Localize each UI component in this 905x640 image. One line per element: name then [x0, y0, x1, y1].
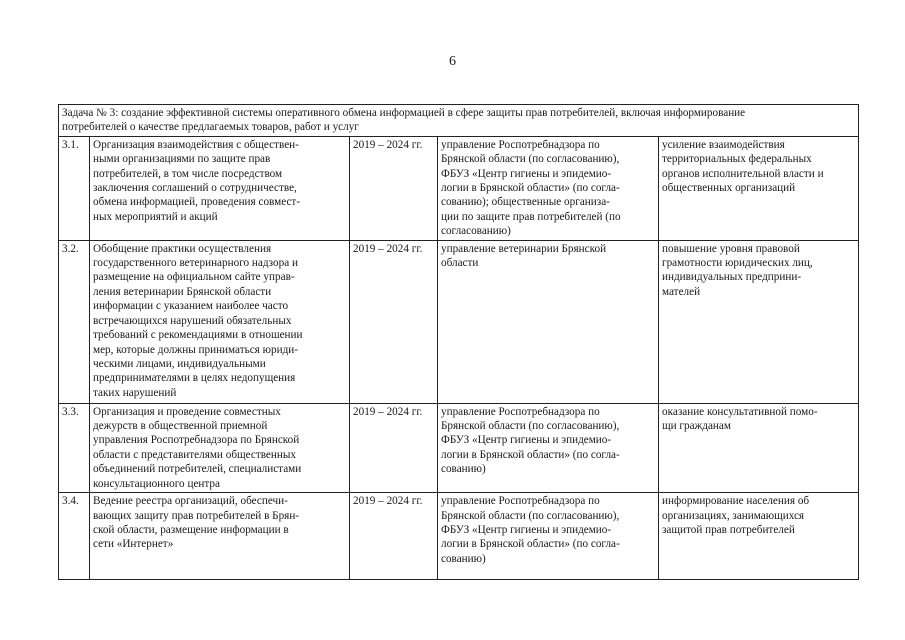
activity-line: Организация взаимодействия с обществен-	[93, 138, 299, 151]
result-line: повышение уровня правовой	[662, 242, 800, 255]
activity-line: сети «Интернет»	[93, 538, 174, 551]
activity-line: предпринимателями в целях недопущения	[93, 372, 296, 385]
result-line: организациях, занимающихся	[662, 509, 805, 522]
measures-table	[58, 104, 859, 580]
row-number: 3.1.	[59, 136, 90, 240]
activity-line: информации с указанием наиболее часто	[93, 300, 289, 313]
result-line: грамотности юридических лиц,	[662, 257, 813, 270]
result-line: информирование населения об	[662, 495, 810, 508]
executor-line: логии в Брянской области» (по согла-	[441, 448, 620, 461]
executor-line: управление Роспотребнадзора по	[441, 495, 600, 508]
activity-line: требований с рекомендациями в отношении	[93, 329, 303, 342]
activity-line: таких нарушений	[93, 386, 177, 399]
activity-cell	[90, 136, 350, 240]
activity-line: объединений потребителей, специалистами	[93, 463, 302, 476]
executor-line: ФБУЗ «Центр гигиены и эпидемио-	[441, 523, 612, 536]
task-title-cell	[59, 105, 859, 137]
activity-line: ных мероприятий и акций	[93, 210, 218, 223]
activity-line: дежурств в общественной приемной	[93, 420, 268, 433]
activity-line: встречающихся нарушений обязательных	[93, 314, 292, 327]
activity-cell	[90, 493, 350, 580]
result-line: оказание консультативной помо-	[662, 405, 818, 418]
result-line: усиление взаимодействия	[662, 138, 785, 151]
activity-line: Обобщение практики осуществления	[93, 242, 272, 255]
executor-line: управление ветеринарии Брянской	[441, 242, 607, 255]
executor-line: ФБУЗ «Центр гигиены и эпидемио-	[441, 434, 612, 447]
activity-line: консультационного центра	[93, 477, 220, 490]
executor-line: Брянской области (по согласованию),	[441, 509, 620, 522]
period-cell: 2019 – 2024 гг.	[350, 403, 438, 492]
result-line: общественных организаций	[662, 182, 796, 195]
period-cell: 2019 – 2024 гг.	[350, 240, 438, 403]
table-row	[59, 493, 859, 580]
activity-line: ческими лицами, индивидуальными	[93, 357, 266, 370]
activity-line: ления ветеринарии Брянской области	[93, 285, 272, 298]
table-row	[59, 240, 859, 403]
activity-line: размещение на официальном сайте управ-	[93, 271, 295, 284]
activity-line: заключения соглашений о сотрудничестве,	[93, 182, 297, 195]
executor-line: управление Роспотребнадзора по	[441, 405, 600, 418]
result-cell	[659, 240, 859, 403]
result-line: щи гражданам	[662, 420, 731, 433]
task-header-row	[59, 105, 859, 137]
result-line: органов исполнительной власти и	[662, 167, 824, 180]
result-cell	[659, 493, 859, 580]
executor-line: логии в Брянской области» (по согла-	[441, 538, 620, 551]
page-number: 6	[449, 54, 456, 69]
table-row	[59, 136, 859, 240]
executor-line: области	[441, 257, 479, 270]
period-cell: 2019 – 2024 гг.	[350, 136, 438, 240]
activity-line: государственного ветеринарного надзора и	[93, 257, 298, 270]
executor-line: ции по защите прав потребителей (по	[441, 210, 621, 223]
executor-cell	[438, 403, 659, 492]
result-cell	[659, 136, 859, 240]
activity-line: Ведение реестра организаций, обеспечи-	[93, 495, 288, 508]
result-line: защитой прав потребителей	[662, 523, 795, 536]
period-cell: 2019 – 2024 гг.	[350, 493, 438, 580]
executor-line: сованию); общественные организа-	[441, 196, 610, 209]
executor-line: управление Роспотребнадзора по	[441, 138, 600, 151]
executor-line: ФБУЗ «Центр гигиены и эпидемио-	[441, 167, 612, 180]
activity-line: мер, которые должны приниматься юриди-	[93, 343, 298, 356]
executor-line: сованию)	[441, 463, 486, 476]
activity-cell	[90, 403, 350, 492]
result-line: территориальных федеральных	[662, 153, 812, 166]
result-line: индивидуальных предприни-	[662, 271, 802, 284]
row-number: 3.3.	[59, 403, 90, 492]
activity-line: ными организациями по защите прав	[93, 153, 271, 166]
activity-line: потребителей, в том числе посредством	[93, 167, 283, 180]
activity-line: управления Роспотребнадзора по Брянской	[93, 434, 300, 447]
executor-line: логии в Брянской области» (по согла-	[441, 182, 620, 195]
activity-line: вающих защиту прав потребителей в Брян-	[93, 509, 300, 522]
activity-line: обмена информацией, проведения совмест-	[93, 196, 301, 209]
activity-line: ской области, размещение информации в	[93, 523, 289, 536]
executor-cell	[438, 240, 659, 403]
result-line: мателей	[662, 285, 701, 298]
row-number: 3.2.	[59, 240, 90, 403]
executor-line: Брянской области (по согласованию),	[441, 420, 620, 433]
activity-cell	[90, 240, 350, 403]
task-title-line: Задача № 3: создание эффективной системы оперативного обмена информацией в сфере защиты прав потребителей, включая информирование	[62, 107, 746, 119]
executor-cell	[438, 136, 659, 240]
activity-line: области с представителями общественных	[93, 448, 296, 461]
executor-line: Брянской области (по согласованию),	[441, 153, 620, 166]
result-cell	[659, 403, 859, 492]
task-title-line: потребителей о качестве предлагаемых товаров, работ и услуг	[62, 121, 359, 134]
activity-line: Организация и проведение совместных	[93, 405, 281, 418]
executor-cell	[438, 493, 659, 580]
row-number: 3.4.	[59, 493, 90, 580]
table-row	[59, 403, 859, 492]
executor-line: согласованию)	[441, 225, 511, 238]
executor-line: сованию)	[441, 552, 486, 565]
